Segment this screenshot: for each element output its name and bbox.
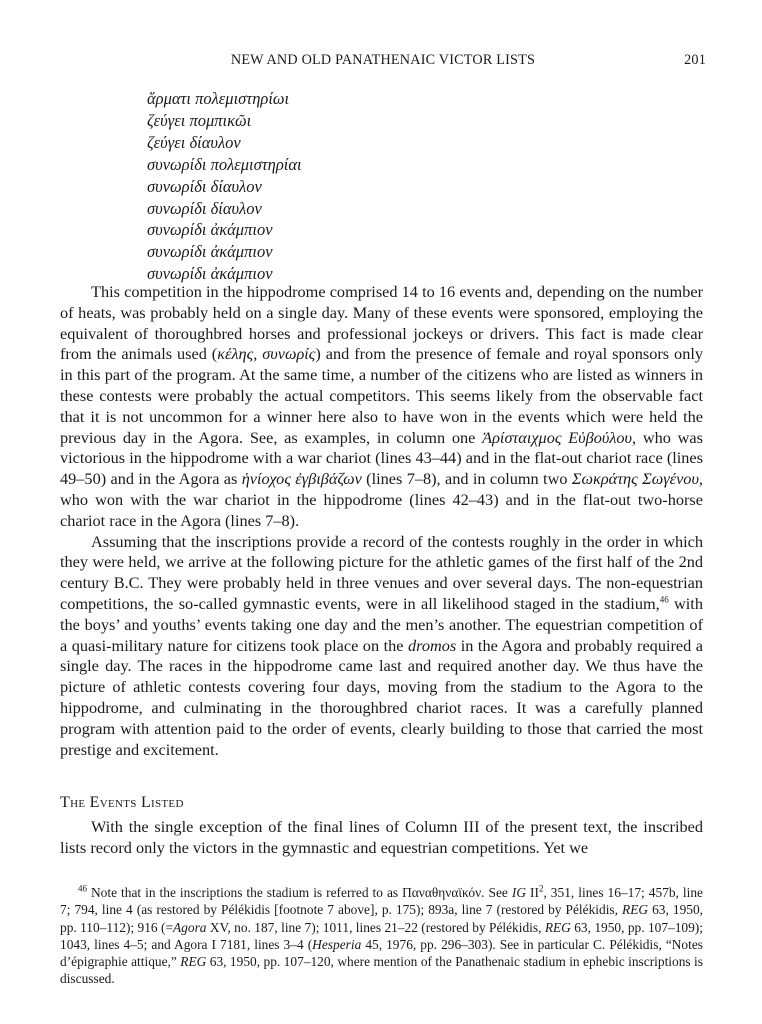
greek-event-line: ἅρματι πολεμιστηρίωι xyxy=(147,89,290,108)
paragraph-hippodrome: This competition in the hippodrome comprised 14 to 16 events and, depending on the number of heats, was probably held on a single day. Many of these events were sponsored, employing the equivalent of thoroughbred horses and professional jockeys or drivers. This fact is made clear from the animals used (κέλης, συνωρίς) and from the presence of female and royal sponsors only in this part of the program. At the same time, a number of the citizens who are listed as winners in these contests were probably the actual competitors. This seems likely from the observable fact that it is not uncommon for a winner here also to have won in the events which were held the previous day in the Agora. See, as examples, in column one Ἀρίσταιχμος Εὐβούλου, who was victorious in the hippodrome with a war chariot (lines 43–44) and in the flat-out chariot race (lines 49–50) and in the Agora as ἡνίοχος ἐγβιβάζων (lines 7–8), and in column two Σωκράτης Σωγένου, who won with the war chariot in the hippodrome (lines 42–43) and in the flat-out two-horse chariot race in the Agora (lines 7–8). xyxy=(60,282,703,530)
main-text xyxy=(60,282,703,760)
greek-event-line: ζεύγει πομπικῶι xyxy=(147,110,252,130)
greek-event-list xyxy=(147,88,302,285)
paragraph-events-listed: With the single exception of the final lines of Column III of the present text, the inscribed lists record only the victors in the gymnastic and equestrian competitions. Yet we xyxy=(60,817,703,857)
running-title: NEW AND OLD PANATHENAIC VICTOR LISTS xyxy=(230,52,536,68)
greek-event-line: συνωρίδι ἀκάμπιον xyxy=(147,220,273,240)
greek-event-line: συνωρίδι ἀκάμπιον xyxy=(147,242,273,262)
greek-event-line: συνωρίδι δίαυλον xyxy=(147,176,262,196)
main-text-continued xyxy=(60,817,703,859)
paragraph-venues: Assuming that the inscriptions provide a record of the contests roughly in the order in which they were held, we arrive at the following picture for the athletic games of the first half of the 2nd century B.C. They were probably held in three venues and over several days. The non-equestrian competitions, the so-called gymnastic events, were in all likelihood staged in the stadium,$^{46}$ with the boys’ and youths’ events taking one day and the men’s another. The equestrian competition of a quasi-military nature for citizens took place on the dromos in the Agora and probably required a single day. The races in the hippodrome came last and required another day. We thus have the picture of athletic contests covering four days, moving from the stadium to the Agora to the hippodrome, and culminating in the thoroughbred chariot races. It was a carefully planned program with attention paid to the order of events, clearly building to those that carried the most prestige and excitement. xyxy=(60,531,704,759)
greek-event-line: συνωρίδι δίαυλον xyxy=(147,198,262,218)
page-number: 201 xyxy=(684,52,706,68)
greek-event-line: συνωρίδι ἀκάμπιον xyxy=(147,264,273,284)
footnote-ref[interactable]: 46 xyxy=(659,594,669,605)
greek-event-line: συνωρίδι πολεμιστηρίαι xyxy=(147,154,302,174)
footnote-46: $^{46}$ Note that in the inscriptions the stadium is referred to as Παναθηναϊκόν. See IG $II^2$, 351, lines 16–17; 457b, line 7; 794, line 4 (as restored by Pélékidis [footnote 7 above], p. 175); 893a, line 7 (restored by Pélékidis, REG 63, 1950, pp. 110–112); 916 (=Agora XV, no. 187, line 7); 1011, lines 21–22 (restored by Pélékidis, REG 63, 1950, pp. 107–109); 1043, lines 4–5; and Agora I 7181, lines 3–4 (Hesperia 45, 1976, pp. 296–303). See in particular C. Pélékidis, “Notes d’épigraphie attique,” REG 63, 1950, pp. 107–120, where mention of the Panathenaic stadium in ephebic inscriptions is discussed. xyxy=(60,883,704,987)
greek-event-line: ζεύγει δίαυλον xyxy=(147,132,241,152)
section-heading: The Events Listed xyxy=(60,794,184,811)
running-header xyxy=(60,52,706,74)
